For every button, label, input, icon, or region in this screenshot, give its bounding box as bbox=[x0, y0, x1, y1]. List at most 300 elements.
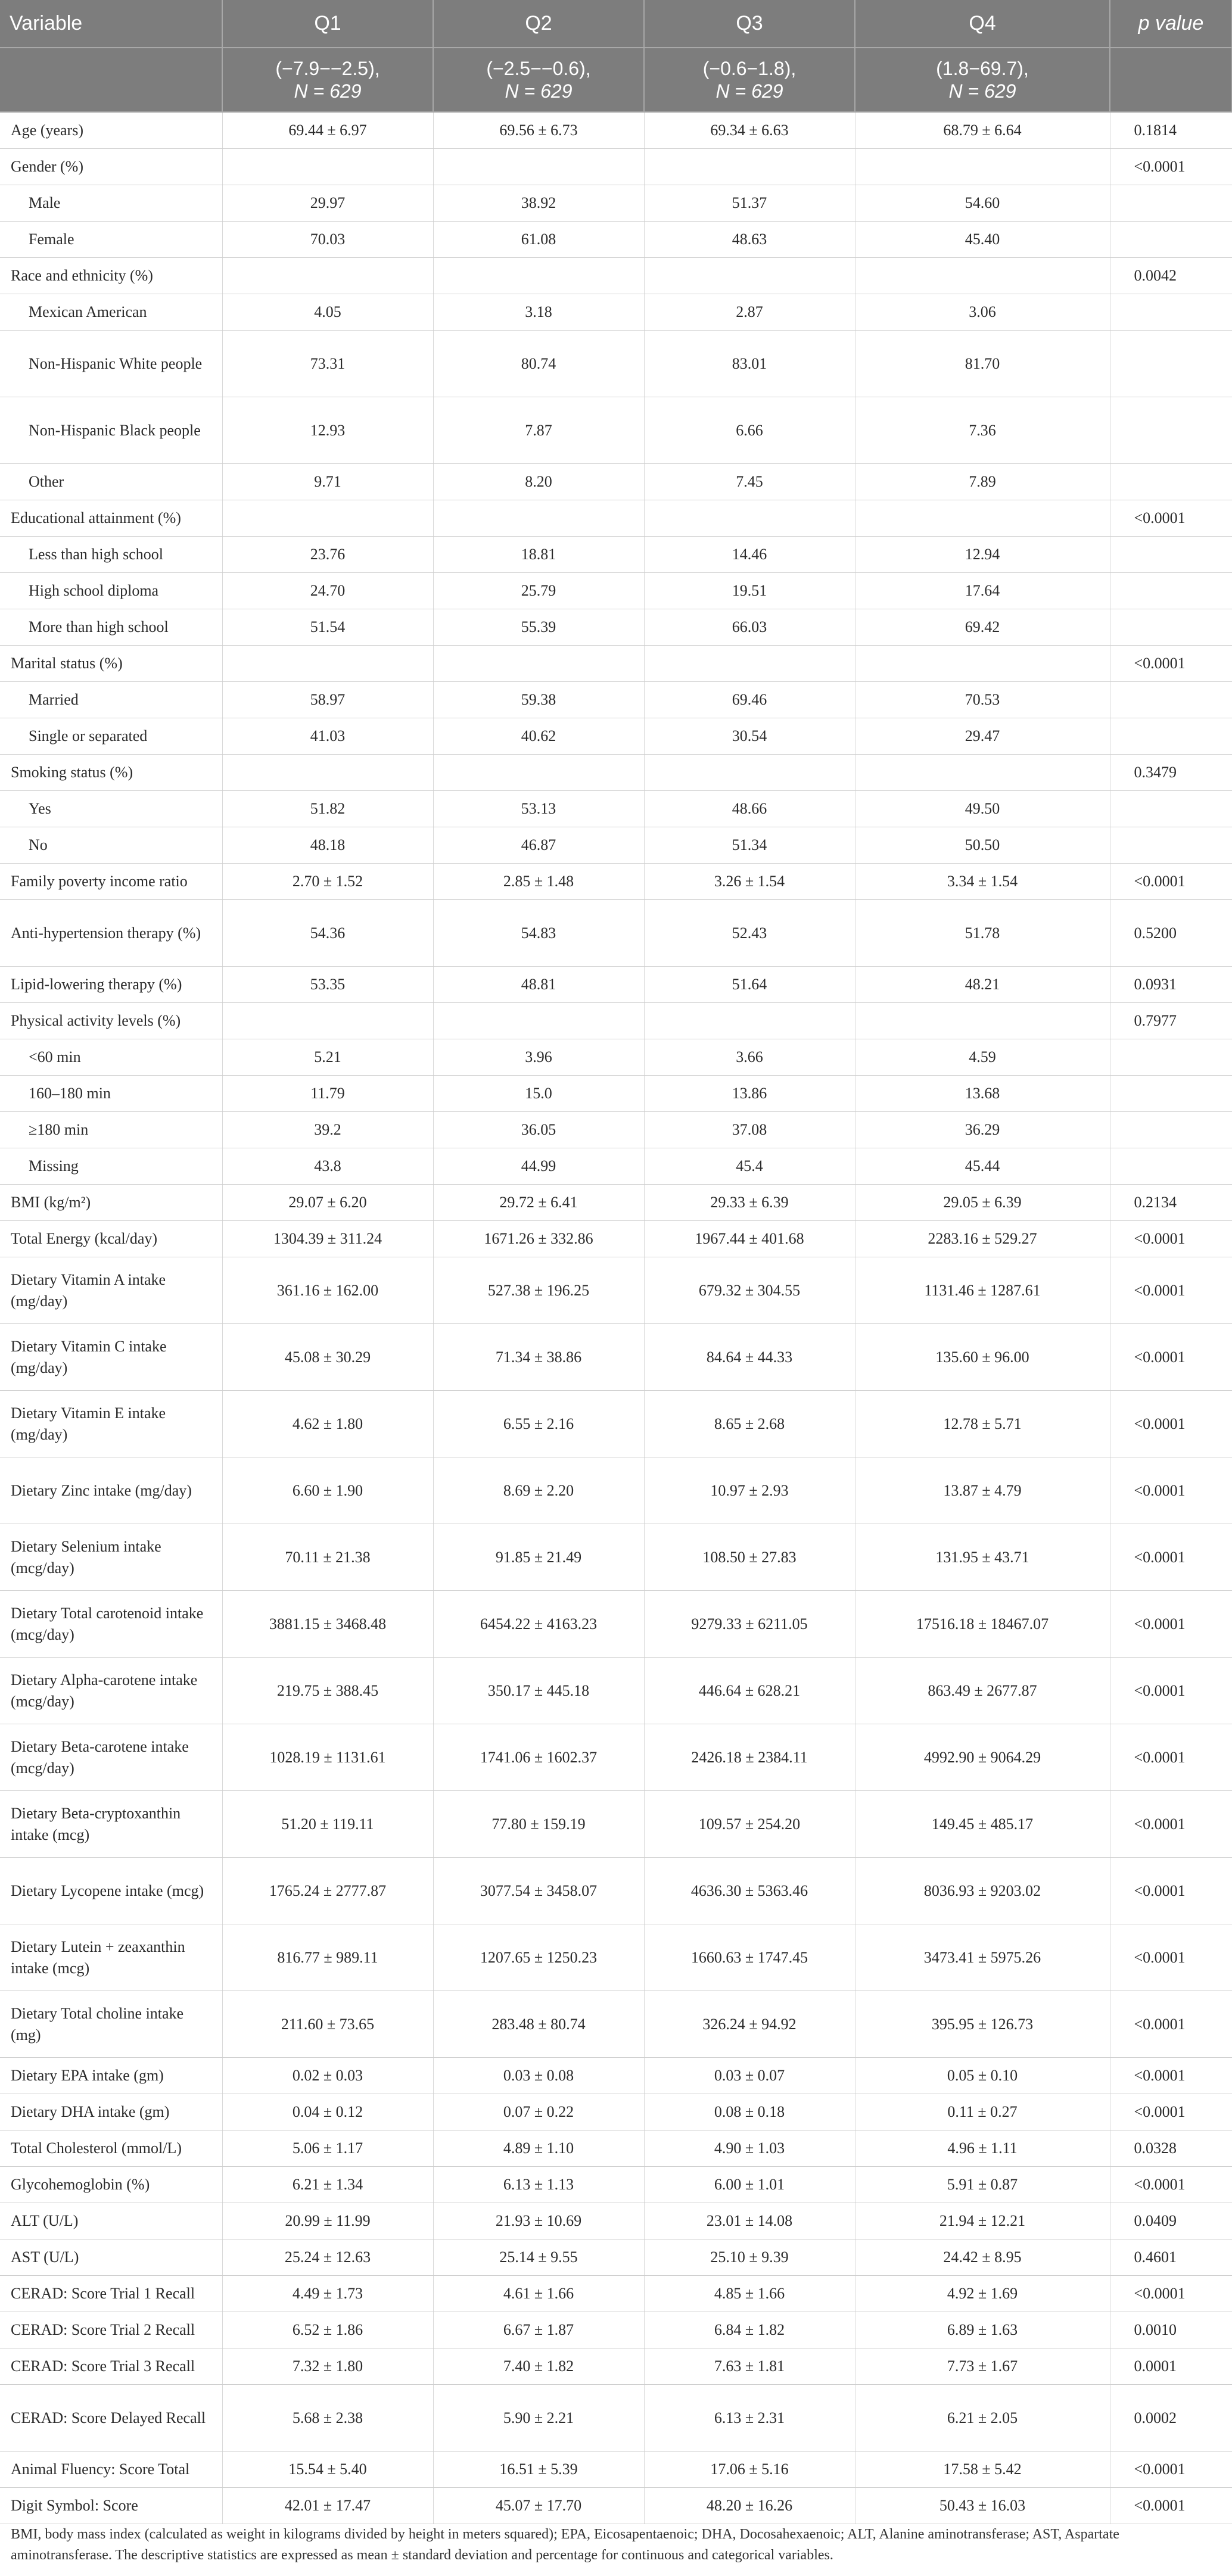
cell-q4: 863.49 ± 2677.87 bbox=[855, 1658, 1110, 1724]
cell-q2: 1207.65 ± 1250.23 bbox=[433, 1924, 644, 1991]
cell-q4: 81.70 bbox=[855, 331, 1110, 397]
cell-q1: 73.31 bbox=[222, 331, 433, 397]
cell-q4: 4.96 ± 1.11 bbox=[855, 2130, 1110, 2167]
cell-q4 bbox=[855, 149, 1110, 185]
cell-q1 bbox=[222, 755, 433, 791]
cell-q2 bbox=[433, 149, 644, 185]
cell-q1 bbox=[222, 500, 433, 537]
cell-p-value: <0.0001 bbox=[1110, 1257, 1232, 1324]
cell-q1 bbox=[222, 149, 433, 185]
table-row bbox=[0, 258, 1232, 294]
table-row bbox=[0, 464, 1232, 500]
table-row bbox=[0, 2312, 1232, 2348]
cell-q4: 4992.90 ± 9064.29 bbox=[855, 1724, 1110, 1791]
cell-q1: 53.35 bbox=[222, 967, 433, 1003]
cell-q4: 24.42 ± 8.95 bbox=[855, 2239, 1110, 2276]
cell-q1: 70.03 bbox=[222, 222, 433, 258]
cell-q1: 23.76 bbox=[222, 537, 433, 573]
row-label: Dietary Lycopene intake (mcg) bbox=[0, 1858, 222, 1924]
header-variable: Variable bbox=[0, 0, 222, 48]
cell-q1 bbox=[222, 1003, 433, 1039]
cell-q2 bbox=[433, 500, 644, 537]
table-row bbox=[0, 1791, 1232, 1858]
row-label: Dietary DHA intake (gm) bbox=[0, 2094, 222, 2130]
row-sublabel: ≥180 min bbox=[0, 1112, 222, 1148]
cell-q3: 446.64 ± 628.21 bbox=[644, 1658, 855, 1724]
cell-q1: 0.04 ± 0.12 bbox=[222, 2094, 433, 2130]
cell-q4: 1131.46 ± 1287.61 bbox=[855, 1257, 1110, 1324]
table-body bbox=[0, 112, 1232, 2524]
cell-q4: 2283.16 ± 529.27 bbox=[855, 1221, 1110, 1257]
cell-q4: 13.87 ± 4.79 bbox=[855, 1457, 1110, 1524]
cell-p-value: <0.0001 bbox=[1110, 2488, 1232, 2524]
row-sublabel: Non-Hispanic Black people bbox=[0, 397, 222, 464]
cell-q3: 23.01 ± 14.08 bbox=[644, 2203, 855, 2239]
table-row bbox=[0, 1257, 1232, 1324]
table-row bbox=[0, 294, 1232, 331]
header-q2-range bbox=[433, 48, 644, 112]
cell-q4: 45.44 bbox=[855, 1148, 1110, 1185]
range-text: (−0.6−1.8), bbox=[702, 58, 797, 79]
cell-q3: 326.24 ± 94.92 bbox=[644, 1991, 855, 2058]
cell-q4: 50.43 ± 16.03 bbox=[855, 2488, 1110, 2524]
header-q4: Q4 bbox=[855, 0, 1110, 48]
cell-p-value bbox=[1110, 222, 1232, 258]
header-q1: Q1 bbox=[222, 0, 433, 48]
row-label: Dietary Beta-carotene intake (mcg/day) bbox=[0, 1724, 222, 1791]
table-row bbox=[0, 682, 1232, 718]
row-label: Marital status (%) bbox=[0, 646, 222, 682]
cell-q2: 29.72 ± 6.41 bbox=[433, 1185, 644, 1221]
cell-q4: 7.89 bbox=[855, 464, 1110, 500]
cell-q2: 5.90 ± 2.21 bbox=[433, 2385, 644, 2452]
header-row-labels bbox=[0, 0, 1232, 48]
cell-q2: 15.0 bbox=[433, 1076, 644, 1112]
cell-q2: 1671.26 ± 332.86 bbox=[433, 1221, 644, 1257]
table-row bbox=[0, 900, 1232, 967]
cell-q2: 0.03 ± 0.08 bbox=[433, 2058, 644, 2094]
cell-p-value bbox=[1110, 537, 1232, 573]
table-row bbox=[0, 1391, 1232, 1457]
cell-p-value: <0.0001 bbox=[1110, 1724, 1232, 1791]
table-row bbox=[0, 1457, 1232, 1524]
cell-q2: 80.74 bbox=[433, 331, 644, 397]
table-row bbox=[0, 2488, 1232, 2524]
header-empty-cell bbox=[0, 48, 222, 112]
cell-p-value bbox=[1110, 1039, 1232, 1076]
row-label: Dietary Vitamin A intake (mg/day) bbox=[0, 1257, 222, 1324]
table-row bbox=[0, 149, 1232, 185]
row-label: Dietary EPA intake (gm) bbox=[0, 2058, 222, 2094]
range-text: (1.8−69.7), bbox=[936, 58, 1029, 79]
header-q2: Q2 bbox=[433, 0, 644, 48]
cell-p-value: <0.0001 bbox=[1110, 1524, 1232, 1591]
cell-q1: 70.11 ± 21.38 bbox=[222, 1524, 433, 1591]
table-row bbox=[0, 646, 1232, 682]
cell-p-value: 0.4601 bbox=[1110, 2239, 1232, 2276]
n-text: N = 629 bbox=[715, 80, 783, 102]
row-label: Dietary Vitamin C intake (mg/day) bbox=[0, 1324, 222, 1391]
table-row bbox=[0, 791, 1232, 827]
row-label: Total Cholesterol (mmol/L) bbox=[0, 2130, 222, 2167]
cell-q3: 4.90 ± 1.03 bbox=[644, 2130, 855, 2167]
cell-p-value: 0.0409 bbox=[1110, 2203, 1232, 2239]
cell-q4: 51.78 bbox=[855, 900, 1110, 967]
cell-q4: 69.42 bbox=[855, 609, 1110, 646]
cell-p-value: <0.0001 bbox=[1110, 1658, 1232, 1724]
cell-p-value: <0.0001 bbox=[1110, 1457, 1232, 1524]
cell-q4 bbox=[855, 646, 1110, 682]
table-row bbox=[0, 112, 1232, 149]
cell-q2: 6.55 ± 2.16 bbox=[433, 1391, 644, 1457]
n-text: N = 629 bbox=[505, 80, 573, 102]
table-row bbox=[0, 1524, 1232, 1591]
cell-q3: 51.34 bbox=[644, 827, 855, 864]
table-row bbox=[0, 967, 1232, 1003]
cell-q3: 51.37 bbox=[644, 185, 855, 222]
cell-q1: 29.07 ± 6.20 bbox=[222, 1185, 433, 1221]
table-row bbox=[0, 1003, 1232, 1039]
cell-q3: 3.26 ± 1.54 bbox=[644, 864, 855, 900]
range-text: (−2.5−−0.6), bbox=[486, 58, 591, 79]
cell-q4: 6.21 ± 2.05 bbox=[855, 2385, 1110, 2452]
cell-q2: 3.96 bbox=[433, 1039, 644, 1076]
row-label: BMI (kg/m²) bbox=[0, 1185, 222, 1221]
cell-p-value: 0.0002 bbox=[1110, 2385, 1232, 2452]
cell-q1: 361.16 ± 162.00 bbox=[222, 1257, 433, 1324]
table-row bbox=[0, 1039, 1232, 1076]
cell-p-value: <0.0001 bbox=[1110, 2276, 1232, 2312]
cell-p-value bbox=[1110, 464, 1232, 500]
cell-p-value: <0.0001 bbox=[1110, 500, 1232, 537]
row-label: Physical activity levels (%) bbox=[0, 1003, 222, 1039]
cell-q2: 6.13 ± 1.13 bbox=[433, 2167, 644, 2203]
cell-q3: 10.97 ± 2.93 bbox=[644, 1457, 855, 1524]
cell-q3 bbox=[644, 1003, 855, 1039]
row-sublabel: No bbox=[0, 827, 222, 864]
header-q4-range bbox=[855, 48, 1110, 112]
cell-q1: 43.8 bbox=[222, 1148, 433, 1185]
row-label: Digit Symbol: Score bbox=[0, 2488, 222, 2524]
row-label: CERAD: Score Delayed Recall bbox=[0, 2385, 222, 2452]
cell-p-value bbox=[1110, 791, 1232, 827]
table-row bbox=[0, 1724, 1232, 1791]
row-label: ALT (U/L) bbox=[0, 2203, 222, 2239]
cell-q2: 350.17 ± 445.18 bbox=[433, 1658, 644, 1724]
cell-q3: 14.46 bbox=[644, 537, 855, 573]
cell-q4: 4.92 ± 1.69 bbox=[855, 2276, 1110, 2312]
n-text: N = 629 bbox=[294, 80, 362, 102]
cell-p-value: <0.0001 bbox=[1110, 1791, 1232, 1858]
cell-q2: 36.05 bbox=[433, 1112, 644, 1148]
table-row bbox=[0, 573, 1232, 609]
cell-q4 bbox=[855, 755, 1110, 791]
row-label: AST (U/L) bbox=[0, 2239, 222, 2276]
cell-q3: 1660.63 ± 1747.45 bbox=[644, 1924, 855, 1991]
cell-q2: 21.93 ± 10.69 bbox=[433, 2203, 644, 2239]
cell-q4: 54.60 bbox=[855, 185, 1110, 222]
cell-q4: 12.94 bbox=[855, 537, 1110, 573]
cell-q3: 19.51 bbox=[644, 573, 855, 609]
cell-q2: 38.92 bbox=[433, 185, 644, 222]
cell-q2: 8.69 ± 2.20 bbox=[433, 1457, 644, 1524]
cell-p-value: <0.0001 bbox=[1110, 1924, 1232, 1991]
cell-p-value bbox=[1110, 1112, 1232, 1148]
table-row bbox=[0, 331, 1232, 397]
cell-p-value: 0.3479 bbox=[1110, 755, 1232, 791]
cell-q4: 135.60 ± 96.00 bbox=[855, 1324, 1110, 1391]
cell-p-value: <0.0001 bbox=[1110, 149, 1232, 185]
table-row bbox=[0, 2276, 1232, 2312]
header-empty-cell bbox=[1110, 48, 1232, 112]
cell-p-value: <0.0001 bbox=[1110, 2094, 1232, 2130]
row-label: Glycohemoglobin (%) bbox=[0, 2167, 222, 2203]
cell-q4: 7.73 ± 1.67 bbox=[855, 2348, 1110, 2385]
cell-q1: 6.21 ± 1.34 bbox=[222, 2167, 433, 2203]
cell-q2: 53.13 bbox=[433, 791, 644, 827]
table-row bbox=[0, 1112, 1232, 1148]
row-label: Race and ethnicity (%) bbox=[0, 258, 222, 294]
cell-q1: 51.20 ± 119.11 bbox=[222, 1791, 433, 1858]
cell-p-value: <0.0001 bbox=[1110, 1221, 1232, 1257]
cell-q1: 4.05 bbox=[222, 294, 433, 331]
cell-q1: 42.01 ± 17.47 bbox=[222, 2488, 433, 2524]
cell-q2: 45.07 ± 17.70 bbox=[433, 2488, 644, 2524]
row-label: Family poverty income ratio bbox=[0, 864, 222, 900]
cell-q4: 7.36 bbox=[855, 397, 1110, 464]
header-q1-range bbox=[222, 48, 433, 112]
cell-q3: 6.00 ± 1.01 bbox=[644, 2167, 855, 2203]
cell-p-value bbox=[1110, 185, 1232, 222]
row-label: Dietary Selenium intake (mcg/day) bbox=[0, 1524, 222, 1591]
cell-q2: 1741.06 ± 1602.37 bbox=[433, 1724, 644, 1791]
cell-p-value: <0.0001 bbox=[1110, 2167, 1232, 2203]
cell-q1: 45.08 ± 30.29 bbox=[222, 1324, 433, 1391]
cell-q4: 17.64 bbox=[855, 573, 1110, 609]
table-row bbox=[0, 1185, 1232, 1221]
table-row bbox=[0, 222, 1232, 258]
cell-q3 bbox=[644, 149, 855, 185]
cell-q4: 8036.93 ± 9203.02 bbox=[855, 1858, 1110, 1924]
cell-q1: 211.60 ± 73.65 bbox=[222, 1991, 433, 2058]
cell-q3: 66.03 bbox=[644, 609, 855, 646]
row-label: Dietary Alpha-carotene intake (mcg/day) bbox=[0, 1658, 222, 1724]
cell-q3: 30.54 bbox=[644, 718, 855, 755]
cell-p-value: 0.0042 bbox=[1110, 258, 1232, 294]
cell-q2: 48.81 bbox=[433, 967, 644, 1003]
cell-q3: 25.10 ± 9.39 bbox=[644, 2239, 855, 2276]
row-label: Dietary Zinc intake (mg/day) bbox=[0, 1457, 222, 1524]
table-row bbox=[0, 827, 1232, 864]
cell-q2: 69.56 ± 6.73 bbox=[433, 112, 644, 149]
cell-q2: 4.61 ± 1.66 bbox=[433, 2276, 644, 2312]
cell-p-value bbox=[1110, 682, 1232, 718]
row-label: CERAD: Score Trial 2 Recall bbox=[0, 2312, 222, 2348]
cell-q3: 69.46 bbox=[644, 682, 855, 718]
cell-q2: 18.81 bbox=[433, 537, 644, 573]
cell-q2: 46.87 bbox=[433, 827, 644, 864]
table-row bbox=[0, 2203, 1232, 2239]
cell-p-value bbox=[1110, 1076, 1232, 1112]
table-row bbox=[0, 1221, 1232, 1257]
cell-q2: 2.85 ± 1.48 bbox=[433, 864, 644, 900]
cell-q4: 3473.41 ± 5975.26 bbox=[855, 1924, 1110, 1991]
cell-q1: 9.71 bbox=[222, 464, 433, 500]
cell-q2: 44.99 bbox=[433, 1148, 644, 1185]
cell-q1: 15.54 ± 5.40 bbox=[222, 2452, 433, 2488]
row-sublabel: Non-Hispanic White people bbox=[0, 331, 222, 397]
cell-p-value bbox=[1110, 573, 1232, 609]
cell-p-value bbox=[1110, 331, 1232, 397]
cell-q2: 61.08 bbox=[433, 222, 644, 258]
row-sublabel: Other bbox=[0, 464, 222, 500]
cell-q1: 1304.39 ± 311.24 bbox=[222, 1221, 433, 1257]
cell-q1: 5.21 bbox=[222, 1039, 433, 1076]
cell-q3: 45.4 bbox=[644, 1148, 855, 1185]
row-sublabel: Missing bbox=[0, 1148, 222, 1185]
cell-p-value bbox=[1110, 294, 1232, 331]
row-label: Lipid-lowering therapy (%) bbox=[0, 967, 222, 1003]
cell-q3: 6.66 bbox=[644, 397, 855, 464]
cell-q4: 50.50 bbox=[855, 827, 1110, 864]
cell-q1: 3881.15 ± 3468.48 bbox=[222, 1591, 433, 1658]
table-row bbox=[0, 755, 1232, 791]
table-row bbox=[0, 718, 1232, 755]
cell-q4: 5.91 ± 0.87 bbox=[855, 2167, 1110, 2203]
cell-q2: 71.34 ± 38.86 bbox=[433, 1324, 644, 1391]
row-sublabel: Single or separated bbox=[0, 718, 222, 755]
cell-q1: 219.75 ± 388.45 bbox=[222, 1658, 433, 1724]
cell-q4: 6.89 ± 1.63 bbox=[855, 2312, 1110, 2348]
cell-q1: 54.36 bbox=[222, 900, 433, 967]
cell-q3: 108.50 ± 27.83 bbox=[644, 1524, 855, 1591]
cell-q2 bbox=[433, 646, 644, 682]
table-row bbox=[0, 2058, 1232, 2094]
cell-q2: 59.38 bbox=[433, 682, 644, 718]
cell-q4: 36.29 bbox=[855, 1112, 1110, 1148]
cell-q1 bbox=[222, 646, 433, 682]
cell-p-value: 0.7977 bbox=[1110, 1003, 1232, 1039]
cell-q3: 6.84 ± 1.82 bbox=[644, 2312, 855, 2348]
table-row bbox=[0, 1076, 1232, 1112]
cell-q1: 69.44 ± 6.97 bbox=[222, 112, 433, 149]
cell-q2: 6454.22 ± 4163.23 bbox=[433, 1591, 644, 1658]
cell-q1: 6.52 ± 1.86 bbox=[222, 2312, 433, 2348]
cell-p-value: <0.0001 bbox=[1110, 1991, 1232, 2058]
cell-q3 bbox=[644, 500, 855, 537]
cell-q1: 12.93 bbox=[222, 397, 433, 464]
table-row bbox=[0, 397, 1232, 464]
cell-q3: 7.45 bbox=[644, 464, 855, 500]
cell-q2: 7.40 ± 1.82 bbox=[433, 2348, 644, 2385]
cell-q1: 51.54 bbox=[222, 609, 433, 646]
cell-p-value: 0.2134 bbox=[1110, 1185, 1232, 1221]
cell-q4: 4.59 bbox=[855, 1039, 1110, 1076]
cell-p-value bbox=[1110, 609, 1232, 646]
row-label: Educational attainment (%) bbox=[0, 500, 222, 537]
cell-q1: 11.79 bbox=[222, 1076, 433, 1112]
cell-q1: 29.97 bbox=[222, 185, 433, 222]
cell-p-value: 0.0010 bbox=[1110, 2312, 1232, 2348]
cell-q4: 12.78 ± 5.71 bbox=[855, 1391, 1110, 1457]
row-sublabel: Less than high school bbox=[0, 537, 222, 573]
cell-q4: 0.05 ± 0.10 bbox=[855, 2058, 1110, 2094]
range-text: (−7.9−−2.5), bbox=[275, 58, 380, 79]
row-label: Smoking status (%) bbox=[0, 755, 222, 791]
cell-q2: 40.62 bbox=[433, 718, 644, 755]
table-row bbox=[0, 2348, 1232, 2385]
cell-p-value: 0.0001 bbox=[1110, 2348, 1232, 2385]
table-row bbox=[0, 2167, 1232, 2203]
cell-q3: 52.43 bbox=[644, 900, 855, 967]
cell-q1: 48.18 bbox=[222, 827, 433, 864]
cell-q3: 4636.30 ± 5363.46 bbox=[644, 1858, 855, 1924]
cell-q2: 77.80 ± 159.19 bbox=[433, 1791, 644, 1858]
row-sublabel: 160–180 min bbox=[0, 1076, 222, 1112]
cell-q1: 7.32 ± 1.80 bbox=[222, 2348, 433, 2385]
cell-p-value: 0.1814 bbox=[1110, 112, 1232, 149]
header-q3: Q3 bbox=[644, 0, 855, 48]
table-row bbox=[0, 1924, 1232, 1991]
row-sublabel: Mexican American bbox=[0, 294, 222, 331]
table-footnote: BMI, body mass index (calculated as weight in kilograms divided by height in meters squared); EPA, Eicosapentaenoic; DHA, Docosahexaenoic; ALT, Alanine aminotransferase; AST, Aspartate aminotransferase. The descriptive statistics are expressed as mean ± standard deviation and percentage for continuous and categorical variables. bbox=[11, 2527, 1119, 2563]
cell-q1: 4.62 ± 1.80 bbox=[222, 1391, 433, 1457]
cell-q4: 3.34 ± 1.54 bbox=[855, 864, 1110, 900]
cell-q1: 5.68 ± 2.38 bbox=[222, 2385, 433, 2452]
row-label: Total Energy (kcal/day) bbox=[0, 1221, 222, 1257]
cell-q3: 0.08 ± 0.18 bbox=[644, 2094, 855, 2130]
cell-q3: 1967.44 ± 401.68 bbox=[644, 1221, 855, 1257]
cell-q4: 48.21 bbox=[855, 967, 1110, 1003]
cell-p-value bbox=[1110, 1148, 1232, 1185]
header-row-ranges bbox=[0, 48, 1232, 112]
cell-q4 bbox=[855, 500, 1110, 537]
cell-q3: 17.06 ± 5.16 bbox=[644, 2452, 855, 2488]
cell-q2: 283.48 ± 80.74 bbox=[433, 1991, 644, 2058]
cell-q3: 679.32 ± 304.55 bbox=[644, 1257, 855, 1324]
cell-q3: 4.85 ± 1.66 bbox=[644, 2276, 855, 2312]
cell-p-value: <0.0001 bbox=[1110, 1324, 1232, 1391]
cell-q4: 131.95 ± 43.71 bbox=[855, 1524, 1110, 1591]
cell-p-value: <0.0001 bbox=[1110, 646, 1232, 682]
cell-q4: 3.06 bbox=[855, 294, 1110, 331]
table-row bbox=[0, 1991, 1232, 2058]
cell-q2: 25.14 ± 9.55 bbox=[433, 2239, 644, 2276]
row-label: Dietary Total choline intake (mg) bbox=[0, 1991, 222, 2058]
row-label: CERAD: Score Trial 1 Recall bbox=[0, 2276, 222, 2312]
cell-q3: 2426.18 ± 2384.11 bbox=[644, 1724, 855, 1791]
cell-p-value: <0.0001 bbox=[1110, 2058, 1232, 2094]
cell-q4 bbox=[855, 1003, 1110, 1039]
cell-q3: 48.20 ± 16.26 bbox=[644, 2488, 855, 2524]
cell-q3: 83.01 bbox=[644, 331, 855, 397]
cell-q3 bbox=[644, 755, 855, 791]
row-sublabel: Male bbox=[0, 185, 222, 222]
table-row bbox=[0, 2130, 1232, 2167]
row-sublabel: Married bbox=[0, 682, 222, 718]
cell-q3: 109.57 ± 254.20 bbox=[644, 1791, 855, 1858]
cell-q1: 20.99 ± 11.99 bbox=[222, 2203, 433, 2239]
row-sublabel: More than high school bbox=[0, 609, 222, 646]
cell-p-value: <0.0001 bbox=[1110, 1858, 1232, 1924]
cell-q4: 70.53 bbox=[855, 682, 1110, 718]
cell-q2: 3.18 bbox=[433, 294, 644, 331]
table-row bbox=[0, 2239, 1232, 2276]
cell-p-value bbox=[1110, 827, 1232, 864]
cell-q2 bbox=[433, 755, 644, 791]
cell-q4: 17.58 ± 5.42 bbox=[855, 2452, 1110, 2488]
cell-q1: 41.03 bbox=[222, 718, 433, 755]
